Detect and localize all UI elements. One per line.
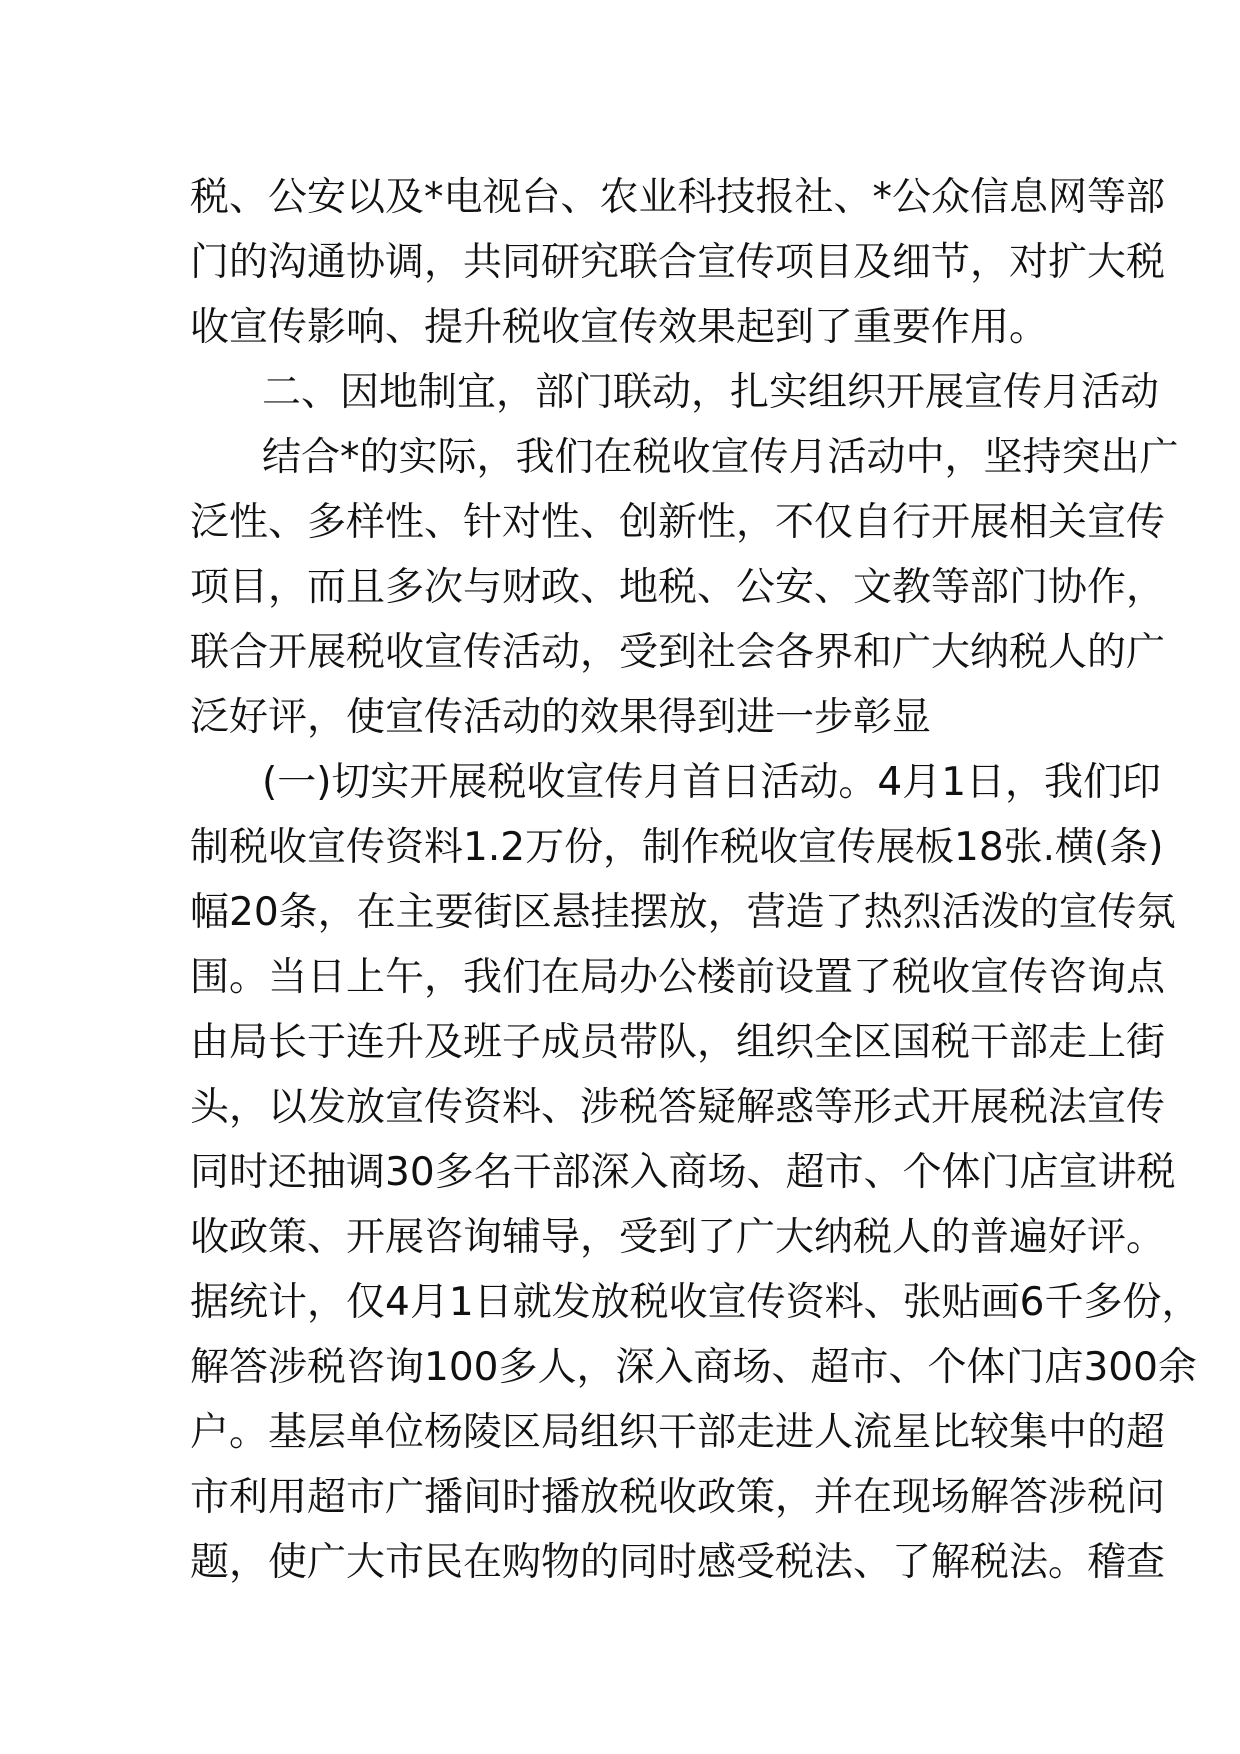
text-line: 联合开展税收宣传活动，受到社会各界和广大纳税人的广 [190,630,1166,675]
text-line: 户。基层单位杨陵区局组织干部走进人流星比较集中的超 [190,1410,1166,1455]
text-line: 项目，而且多次与财政、地税、公安、文教等部门协作， [190,565,1166,610]
text-line: 市利用超市广播间时播放税收政策，并在现场解答涉税问 [190,1475,1166,1520]
text-line: 由局长于连升及班子成员带队，组织全区国税干部走上街 [190,1020,1166,1065]
text-line: 门的沟通协调，共同研究联合宣传项目及细节，对扩大税 [190,240,1166,285]
text-line: 解答涉税咨询100多人，深入商场、超市、个体门店300余 [190,1345,1197,1390]
text-line: 收政策、开展咨询辅导，受到了广大纳税人的普遍好评。 [190,1215,1166,1260]
text-line: 税、公安以及*电视台、农业科技报社、*公众信息网等部 [190,175,1166,220]
text-line: 据统计，仅4月1日就发放税收宣传资料、张贴画6千多份， [190,1280,1201,1325]
text-line: 泛好评，使宣传活动的效果得到进一步彰显 [190,695,932,740]
subsection-start-line: (一)切实开展税收宣传月首日活动。4月1日，我们印 [262,760,1162,805]
body-text [190,165,1201,1595]
text-line: 泛性、多样性、针对性、创新性，不仅自行开展相关宣传 [190,500,1166,545]
text-line: 头，以发放宣传资料、涉税答疑解惑等形式开展税法宣传 [190,1085,1166,1130]
text-line: 题，使广大市民在购物的同时感受税法、了解税法。稽查 [190,1540,1166,1585]
section-heading: 二、因地制宜，部门联动，扎实组织开展宣传月活动 [262,370,1160,415]
text-line: 制税收宣传资料1.2万份，制作税收宣传展板18张.横(条) [190,825,1164,870]
text-line: 同时还抽调30多名干部深入商场、超市、个体门店宣讲税 [190,1150,1176,1195]
text-line: 收宣传影响、提升税收宣传效果起到了重要作用。 [190,305,1049,350]
text-line: 幅20条，在主要街区悬挂摆放，营造了热烈活泼的宣传氛 [190,890,1176,935]
paragraph-start-line: 结合*的实际，我们在税收宣传月活动中，坚持突出广 [262,435,1179,480]
text-line: 围。当日上午，我们在局办公楼前设置了税收宣传咨询点 [190,955,1166,1000]
